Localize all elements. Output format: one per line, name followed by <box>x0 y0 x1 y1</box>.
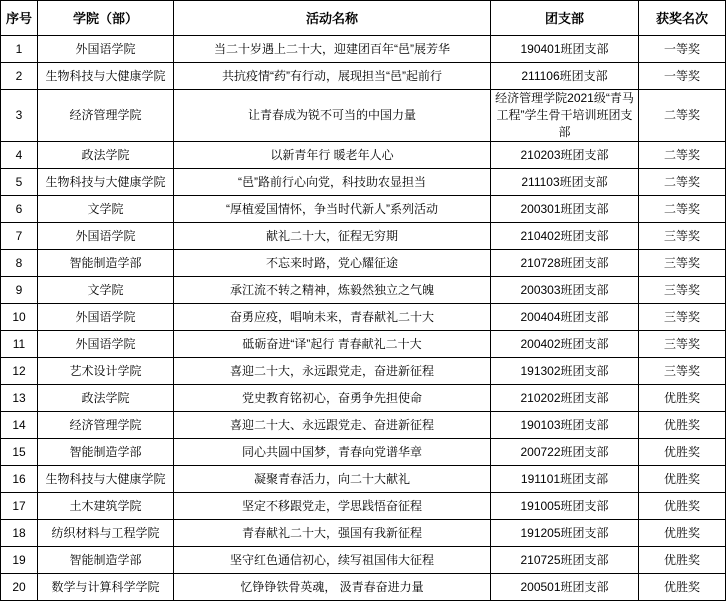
cell-index: 14 <box>1 412 38 439</box>
cell-award: 三等奖 <box>639 250 726 277</box>
table-row <box>1 304 726 331</box>
cell-college: 文学院 <box>38 196 174 223</box>
cell-award: 二等奖 <box>639 90 726 142</box>
table-row <box>1 196 726 223</box>
cell-activity: 忆铮铮铁骨英魂， 汲青春奋进力量 <box>174 574 491 601</box>
table-row <box>1 331 726 358</box>
cell-award: 三等奖 <box>639 304 726 331</box>
cell-college: 外国语学院 <box>38 223 174 250</box>
table-row <box>1 250 726 277</box>
cell-branch: 190103班团支部 <box>491 412 639 439</box>
cell-branch: 210202班团支部 <box>491 385 639 412</box>
table-row <box>1 385 726 412</box>
header-col-branch: 团支部 <box>491 1 639 36</box>
cell-activity: 凝聚青春活力，向二十大献礼 <box>174 466 491 493</box>
cell-branch: 200404班团支部 <box>491 304 639 331</box>
cell-award: 优胜奖 <box>639 547 726 574</box>
cell-activity: “厚植爱国情怀，争当时代新人”系列活动 <box>174 196 491 223</box>
cell-index: 5 <box>1 169 38 196</box>
cell-award: 三等奖 <box>639 358 726 385</box>
cell-activity: 奋勇应疫，唱响未来，青春献礼二十大 <box>174 304 491 331</box>
cell-branch: 经济管理学院2021级“青马工程”学生骨干培训班团支部 <box>491 90 639 142</box>
cell-college: 智能制造学部 <box>38 547 174 574</box>
header-row <box>1 1 726 36</box>
cell-college: 外国语学院 <box>38 36 174 63</box>
cell-award: 一等奖 <box>639 63 726 90</box>
table-row <box>1 439 726 466</box>
cell-index: 11 <box>1 331 38 358</box>
table-row <box>1 412 726 439</box>
cell-award: 二等奖 <box>639 142 726 169</box>
cell-branch: 191005班团支部 <box>491 493 639 520</box>
cell-award: 三等奖 <box>639 331 726 358</box>
cell-branch: 200501班团支部 <box>491 574 639 601</box>
cell-index: 8 <box>1 250 38 277</box>
cell-college: 生物科技与大健康学院 <box>38 466 174 493</box>
header-col-index: 序号 <box>1 1 38 36</box>
cell-college: 外国语学院 <box>38 304 174 331</box>
cell-college: 智能制造学部 <box>38 250 174 277</box>
cell-index: 6 <box>1 196 38 223</box>
cell-index: 19 <box>1 547 38 574</box>
table-row <box>1 574 726 601</box>
cell-award: 三等奖 <box>639 223 726 250</box>
cell-college: 智能制造学部 <box>38 439 174 466</box>
header-col-activity: 活动名称 <box>174 1 491 36</box>
cell-branch: 191101班团支部 <box>491 466 639 493</box>
cell-college: 生物科技与大健康学院 <box>38 169 174 196</box>
cell-college: 政法学院 <box>38 385 174 412</box>
cell-index: 9 <box>1 277 38 304</box>
cell-award: 优胜奖 <box>639 412 726 439</box>
cell-award: 优胜奖 <box>639 574 726 601</box>
cell-activity: 青春献礼二十大，强国有我新征程 <box>174 520 491 547</box>
cell-award: 优胜奖 <box>639 493 726 520</box>
cell-index: 20 <box>1 574 38 601</box>
cell-college: 生物科技与大健康学院 <box>38 63 174 90</box>
cell-activity: 喜迎二十大、永远跟党走、奋进新征程 <box>174 412 491 439</box>
header-col-college: 学院（部） <box>38 1 174 36</box>
table-row <box>1 277 726 304</box>
table-row <box>1 547 726 574</box>
cell-activity: 让青春成为锐不可当的中国力量 <box>174 90 491 142</box>
cell-activity: 党史教育铭初心，奋勇争先担使命 <box>174 385 491 412</box>
cell-branch: 200722班团支部 <box>491 439 639 466</box>
cell-branch: 211103班团支部 <box>491 169 639 196</box>
cell-activity: 承江流不转之精神，炼毅然独立之气魄 <box>174 277 491 304</box>
cell-activity: 喜迎二十大，永远跟党走，奋进新征程 <box>174 358 491 385</box>
cell-college: 文学院 <box>38 277 174 304</box>
cell-activity: 砥砺奋进“译”起行 青春献礼二十大 <box>174 331 491 358</box>
table-row <box>1 223 726 250</box>
cell-award: 二等奖 <box>639 169 726 196</box>
table-row <box>1 142 726 169</box>
table-row <box>1 90 726 142</box>
cell-activity: 不忘来时路，党心耀征途 <box>174 250 491 277</box>
cell-index: 7 <box>1 223 38 250</box>
cell-award: 一等奖 <box>639 36 726 63</box>
cell-activity: 献礼二十大，征程无穷期 <box>174 223 491 250</box>
cell-branch: 211106班团支部 <box>491 63 639 90</box>
cell-award: 二等奖 <box>639 196 726 223</box>
cell-activity: 坚定不移跟党走，学思践悟奋征程 <box>174 493 491 520</box>
cell-award: 三等奖 <box>639 277 726 304</box>
cell-branch: 191302班团支部 <box>491 358 639 385</box>
cell-award: 优胜奖 <box>639 439 726 466</box>
cell-activity: 坚守红色通信初心，续写祖国伟大征程 <box>174 547 491 574</box>
cell-college: 艺术设计学院 <box>38 358 174 385</box>
cell-college: 土木建筑学院 <box>38 493 174 520</box>
cell-index: 12 <box>1 358 38 385</box>
cell-index: 17 <box>1 493 38 520</box>
header-col-award: 获奖名次 <box>639 1 726 36</box>
cell-branch: 210725班团支部 <box>491 547 639 574</box>
table-row <box>1 358 726 385</box>
cell-branch: 210203班团支部 <box>491 142 639 169</box>
table-row <box>1 169 726 196</box>
cell-index: 10 <box>1 304 38 331</box>
cell-index: 4 <box>1 142 38 169</box>
cell-college: 经济管理学院 <box>38 412 174 439</box>
cell-college: 经济管理学院 <box>38 90 174 142</box>
table-row <box>1 520 726 547</box>
cell-index: 16 <box>1 466 38 493</box>
cell-branch: 210402班团支部 <box>491 223 639 250</box>
cell-branch: 191205班团支部 <box>491 520 639 547</box>
cell-activity: 共抗疫情“药”有行动，展现担当“邑”起前行 <box>174 63 491 90</box>
cell-index: 13 <box>1 385 38 412</box>
cell-branch: 190401班团支部 <box>491 36 639 63</box>
cell-branch: 210728班团支部 <box>491 250 639 277</box>
cell-award: 优胜奖 <box>639 520 726 547</box>
cell-activity: 同心共圆中国梦，青春向党谱华章 <box>174 439 491 466</box>
table-row <box>1 466 726 493</box>
cell-college: 数学与计算科学学院 <box>38 574 174 601</box>
cell-index: 2 <box>1 63 38 90</box>
cell-activity: 当二十岁遇上二十大，迎建团百年“邑”展芳华 <box>174 36 491 63</box>
cell-activity: 以新青年行 暖老年人心 <box>174 142 491 169</box>
cell-award: 优胜奖 <box>639 385 726 412</box>
cell-branch: 200303班团支部 <box>491 277 639 304</box>
cell-branch: 200402班团支部 <box>491 331 639 358</box>
table-row <box>1 63 726 90</box>
table-row <box>1 493 726 520</box>
cell-college: 政法学院 <box>38 142 174 169</box>
cell-activity: “邑”路前行心向党，科技助农显担当 <box>174 169 491 196</box>
cell-branch: 200301班团支部 <box>491 196 639 223</box>
cell-award: 优胜奖 <box>639 466 726 493</box>
cell-index: 3 <box>1 90 38 142</box>
cell-index: 18 <box>1 520 38 547</box>
cell-index: 1 <box>1 36 38 63</box>
cell-college: 纺织材料与工程学院 <box>38 520 174 547</box>
table-row <box>1 36 726 63</box>
cell-index: 15 <box>1 439 38 466</box>
cell-college: 外国语学院 <box>38 331 174 358</box>
